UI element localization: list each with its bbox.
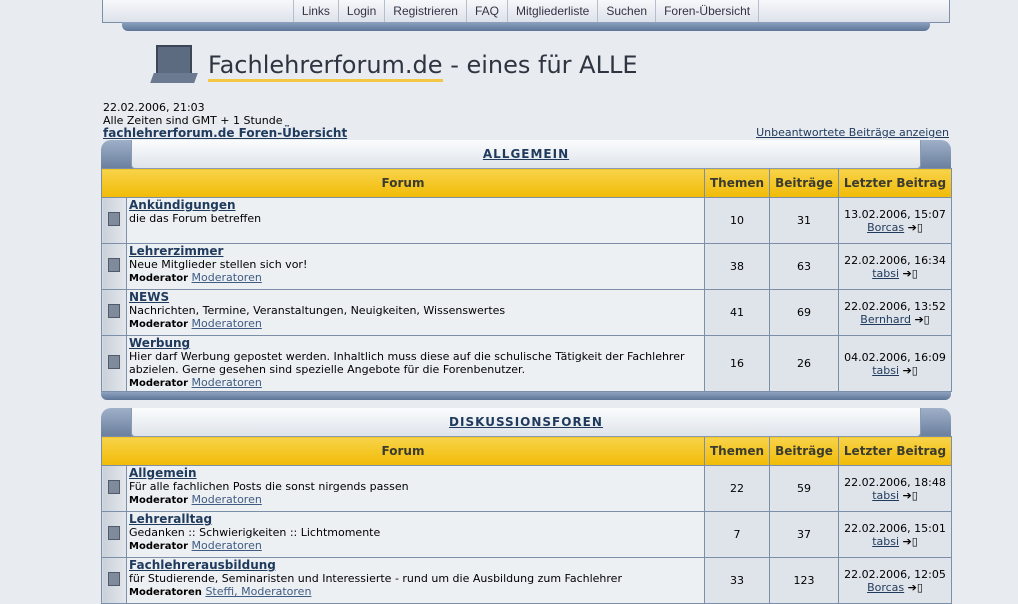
col-last: Letzter Beitrag [839, 437, 952, 466]
post-count: 37 [770, 512, 839, 558]
last-post-date: 04.02.2006, 16:09 [844, 350, 946, 364]
forum-row [102, 512, 952, 558]
col-posts: Beiträge [770, 437, 839, 466]
forum-folder-icon [108, 572, 120, 586]
topic-count: 10 [705, 198, 770, 244]
forum-row [102, 336, 952, 392]
forum-name-link[interactable]: NEWS [129, 290, 170, 304]
forum-row [102, 198, 952, 244]
nav-faq[interactable]: FAQ [466, 0, 507, 22]
top-nav [102, 0, 950, 23]
topic-count: 22 [705, 466, 770, 512]
topic-count: 16 [705, 336, 770, 392]
forum-name-link[interactable]: Ankündigungen [129, 198, 236, 212]
forum-description: Nachrichten, Termine, Veranstaltungen, Neuigkeiten, Wissenswertes [129, 304, 506, 317]
unanswered-posts-link[interactable]: Unbeantwortete Beiträge anzeigen [756, 126, 949, 139]
forum-name-link[interactable]: Lehreralltag [129, 512, 213, 526]
go-to-post-icon[interactable]: ➔▯ [914, 312, 930, 326]
forum-name-link[interactable]: Fachlehrerausbildung [129, 558, 276, 572]
col-topics: Themen [705, 437, 770, 466]
topic-count: 38 [705, 244, 770, 290]
forum-description: die das Forum betreffen [129, 212, 262, 225]
last-post-date: 22.02.2006, 13:52 [844, 299, 946, 313]
last-post-user[interactable]: Borcas [867, 220, 905, 234]
moderator-label: Moderator [129, 319, 189, 330]
col-forum: Forum [102, 437, 705, 466]
topic-count: 41 [705, 290, 770, 336]
topic-count: 7 [705, 512, 770, 558]
moderator-link[interactable]: Moderatoren [191, 493, 262, 506]
col-last: Letzter Beitrag [839, 169, 952, 198]
current-datetime: 22.02.2006, 21:03 [103, 101, 205, 114]
col-posts: Beiträge [770, 169, 839, 198]
nav-links[interactable]: Links [293, 0, 338, 22]
breadcrumb-index[interactable]: fachlehrerforum.de Foren-Übersicht [103, 126, 348, 140]
logo-tagline: - eines für ALLE [442, 51, 638, 79]
moderator-link[interactable]: Steffi, Moderatoren [205, 585, 312, 598]
forum-description: für Studierende, Seminaristen und Interessierte - rund um die Ausbildung zum Fachlehrer [129, 572, 622, 585]
nav-login[interactable]: Login [338, 0, 384, 22]
go-to-post-icon[interactable]: ➔▯ [907, 220, 923, 234]
forum-folder-icon [108, 355, 120, 369]
last-post-user[interactable]: tabsi [872, 266, 900, 280]
post-count: 26 [770, 336, 839, 392]
forum-row [102, 290, 952, 336]
go-to-post-icon[interactable]: ➔▯ [902, 534, 918, 548]
go-to-post-icon[interactable]: ➔▯ [907, 580, 923, 594]
last-post-user[interactable]: tabsi [872, 534, 900, 548]
post-count: 31 [770, 198, 839, 244]
topic-count: 33 [705, 558, 770, 604]
site-logo[interactable] [152, 45, 638, 85]
last-post-user[interactable]: tabsi [872, 363, 900, 377]
timezone-note: Alle Zeiten sind GMT + 1 Stunde [103, 114, 283, 127]
nav-memberlist[interactable]: Mitgliederliste [507, 0, 597, 22]
forum-description: Für alle fachlichen Posts die sonst nirgends passen [129, 480, 409, 493]
col-forum: Forum [102, 169, 705, 198]
moderator-link[interactable]: Moderatoren [191, 271, 262, 284]
moderator-label: Moderatoren [129, 587, 202, 598]
forum-row [102, 466, 952, 512]
nav-underbar [122, 22, 930, 31]
forum-folder-icon [108, 480, 120, 494]
forum-folder-icon [108, 212, 120, 226]
forum-folder-icon [108, 258, 120, 272]
go-to-post-icon[interactable]: ➔▯ [902, 488, 918, 502]
nav-search[interactable]: Suchen [597, 0, 655, 22]
last-post-user[interactable]: tabsi [872, 488, 900, 502]
forum-folder-icon [108, 304, 120, 318]
computer-icon [152, 45, 196, 85]
last-post-date: 22.02.2006, 15:01 [844, 521, 946, 535]
forum-description: Hier darf Werbung gepostet werden. Inhaltlich muss diese auf die schulische Tätigkeit der Fachlehrer abzielen. Gerne gesehen sind spezielle Angebote für die Forenbenutzer. [129, 350, 685, 376]
forum-description: Gedanken :: Schwierigkeiten :: Lichtmomente [129, 526, 381, 539]
last-post-date: 22.02.2006, 18:48 [844, 475, 946, 489]
moderator-label: Moderator [129, 495, 189, 506]
forum-description: Neue Mitglieder stellen sich vor! [129, 258, 308, 271]
col-topics: Themen [705, 169, 770, 198]
nav-index[interactable]: Foren-Übersicht [655, 0, 759, 22]
category-section [101, 408, 951, 604]
post-count: 69 [770, 290, 839, 336]
moderator-label: Moderator [129, 541, 189, 552]
go-to-post-icon[interactable]: ➔▯ [902, 266, 918, 280]
category-title[interactable]: ALLGEMEIN [482, 147, 570, 161]
moderator-link[interactable]: Moderatoren [191, 317, 262, 330]
moderator-link[interactable]: Moderatoren [191, 539, 262, 552]
forum-table [101, 168, 952, 392]
moderator-link[interactable]: Moderatoren [191, 376, 262, 389]
last-post-date: 22.02.2006, 16:34 [844, 253, 946, 267]
category-section [101, 140, 951, 400]
last-post-user[interactable]: Borcas [867, 580, 905, 594]
last-post-date: 22.02.2006, 12:05 [844, 567, 946, 581]
forum-name-link[interactable]: Werbung [129, 336, 191, 350]
last-post-user[interactable]: Bernhard [860, 312, 911, 326]
section-footer-bar [101, 392, 951, 400]
post-count: 123 [770, 558, 839, 604]
logo-site-name: Fachlehrerforum.de [208, 51, 443, 82]
category-title[interactable]: DISKUSSIONSFOREN [449, 415, 603, 429]
forum-table [101, 436, 952, 604]
nav-register[interactable]: Registrieren [384, 0, 466, 22]
moderator-label: Moderator [129, 378, 189, 389]
moderator-label: Moderator [129, 273, 189, 284]
last-post-date: 13.02.2006, 15:07 [844, 207, 946, 221]
forum-name-link[interactable]: Allgemein [129, 466, 197, 480]
forum-row [102, 244, 952, 290]
forum-folder-icon [108, 526, 120, 540]
post-count: 59 [770, 466, 839, 512]
go-to-post-icon[interactable]: ➔▯ [902, 363, 918, 377]
forum-name-link[interactable]: Lehrerzimmer [129, 244, 224, 258]
forum-row [102, 558, 952, 604]
post-count: 63 [770, 244, 839, 290]
